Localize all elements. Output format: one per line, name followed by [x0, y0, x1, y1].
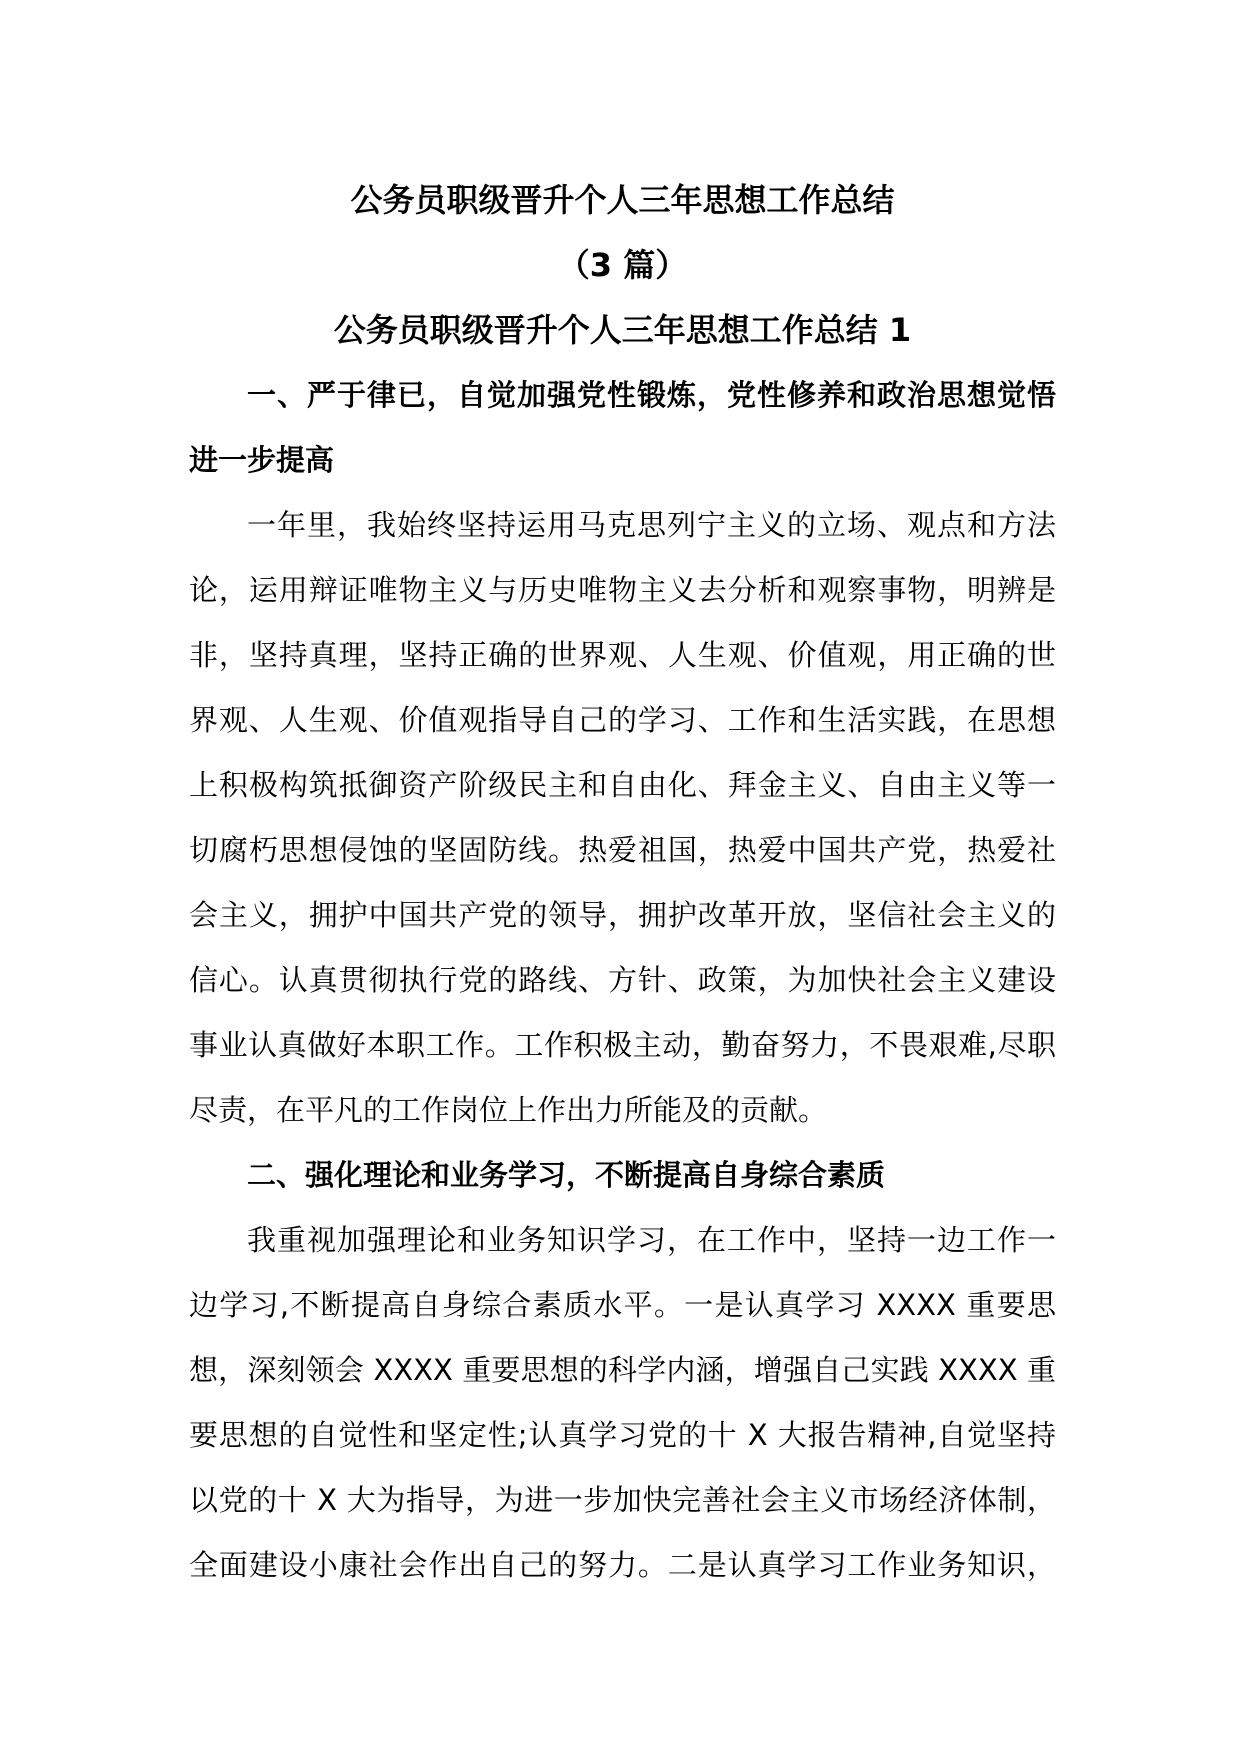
section-heading-line: 进一步提高	[189, 443, 335, 477]
paragraph-line: 全面建设小康社会作出自己的努力。二是认真学习工作业务知识，	[189, 1548, 1056, 1582]
paragraph-line: 事业认真做好本职工作。工作积极主动，勤奋努力，不畏艰难,尽职	[189, 1028, 1056, 1062]
paragraph-line: 信心。认真贯彻执行党的路线、方针、政策，为加快社会主义建设	[189, 963, 1056, 997]
paragraph-line: 想，深刻领会 XXXX 重要思想的科学内涵，增强自己实践 XXXX 重	[189, 1353, 1056, 1387]
paragraph-line: 切腐朽思想侵蚀的坚固防线。热爱祖国，热爱中国共产党，热爱社	[189, 833, 1056, 867]
paragraph-line: 会主义，拥护中国共产党的领导，拥护改革开放，坚信社会主义的	[189, 898, 1056, 932]
paragraph-line: 边学习,不断提高自身综合素质水平。一是认真学习 XXXX 重要思	[189, 1288, 1056, 1322]
paragraph-line: 非，坚持真理，坚持正确的世界观、人生观、价值观，用正确的世	[189, 638, 1056, 672]
paragraph-line: 尽责，在平凡的工作岗位上作出力所能及的贡献。	[189, 1093, 828, 1127]
paragraph-line: 以党的十 X 大为指导，为进一步加快完善社会主义市场经济体制，	[189, 1483, 1056, 1517]
section-heading-line: 二、强化理论和业务学习，不断提高自身综合素质	[247, 1158, 886, 1192]
paragraph-line: 界观、人生观、价值观指导自己的学习、工作和生活实践，在思想	[189, 703, 1056, 737]
paragraph-line: 要思想的自觉性和坚定性;认真学习党的十 X 大报告精神,自觉坚持	[189, 1418, 1056, 1452]
paragraph-line: 论，运用辩证唯物主义与历史唯物主义去分析和观察事物，明辨是	[189, 573, 1056, 607]
document-subtitle: 公务员职级晋升个人三年思想工作总结 1	[333, 311, 912, 349]
section-heading-line: 一、严于律已，自觉加强党性锻炼，党性修养和政治思想觉悟	[247, 378, 1056, 412]
document-title: 公务员职级晋升个人三年思想工作总结	[350, 181, 895, 219]
document-title-count: （3 篇）	[557, 246, 688, 284]
paragraph-line: 我重视加强理论和业务知识学习，在工作中，坚持一边工作一	[247, 1223, 1056, 1257]
paragraph-line: 一年里，我始终坚持运用马克思列宁主义的立场、观点和方法	[247, 508, 1056, 542]
paragraph-line: 上积极构筑抵御资产阶级民主和自由化、拜金主义、自由主义等一	[189, 768, 1056, 802]
document-page	[189, 168, 1056, 1598]
